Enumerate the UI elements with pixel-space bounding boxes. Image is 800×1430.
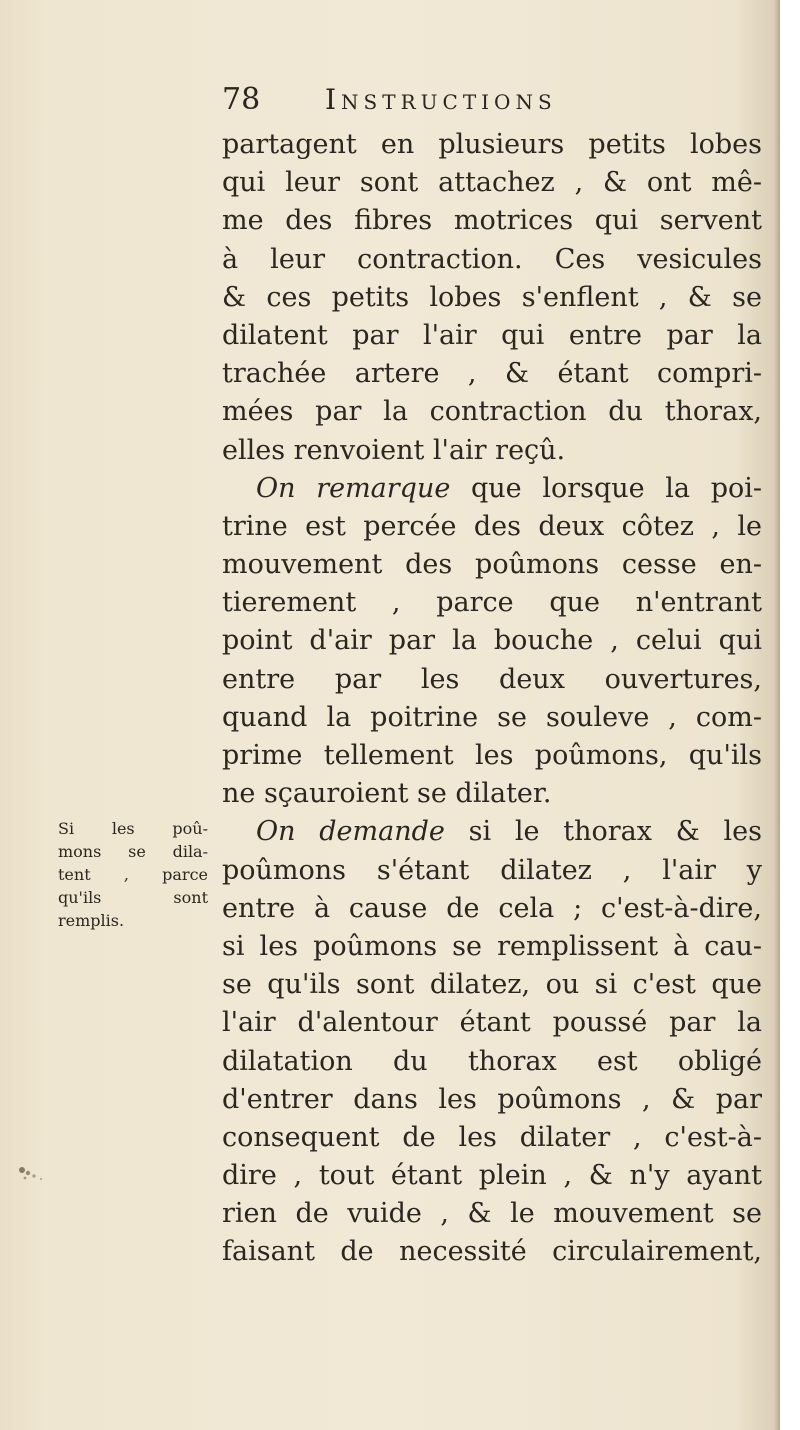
line-text: point d'air par la bouche , celui qui [222, 625, 762, 657]
margin-note-line: mons se dila- [58, 842, 208, 861]
text-line [222, 1195, 762, 1233]
text-line [222, 202, 762, 240]
line-text: se qu'ils sont dilatez, ou si c'est que [222, 969, 762, 1001]
line-text: quand la poitrine se souleve , com- [222, 701, 762, 733]
line-text: poûmons s'étant dilatez , l'air y [222, 854, 762, 886]
line-text: mées par la contraction du thorax, [222, 396, 762, 428]
text-line [222, 1081, 762, 1119]
line-text: si le thorax & les [444, 816, 762, 848]
line-text: & ces petits lobes s'enflent , & se [222, 281, 762, 313]
text-line [222, 393, 762, 431]
text-line [222, 813, 762, 851]
italic-lead: On demande [256, 816, 445, 848]
text-line [222, 164, 762, 202]
text-line [222, 317, 762, 355]
line-text: si les poûmons se remplissent à cau- [222, 930, 762, 962]
line-text: entre à cause de cela ; c'est-à-dire, [222, 892, 762, 924]
text-line [222, 355, 762, 393]
line-text: ne sçauroient se dilater. [222, 778, 552, 810]
line-text: me des fibres motrices qui servent [222, 205, 762, 237]
text-line [222, 737, 762, 775]
text-line [222, 1119, 762, 1157]
line-text: consequent de les dilater , c'est-à- [222, 1121, 762, 1153]
text-line [222, 775, 762, 813]
line-text: prime tellement les poûmons, qu'ils [222, 740, 762, 771]
line-text: que lorsque la poi- [450, 472, 762, 504]
text-line [222, 966, 762, 1004]
text-line [222, 546, 762, 584]
text-line [222, 661, 762, 699]
text-line [222, 852, 762, 890]
text-line [222, 241, 762, 279]
line-text: à leur contraction. Ces vesicules [222, 243, 762, 275]
italic-lead: On remarque [256, 472, 451, 504]
text-line [222, 890, 762, 928]
line-text: dilatent par l'air qui entre par la [222, 319, 762, 351]
margin-note-line: remplis. [58, 911, 125, 930]
margin-note-line: Si les poû- [58, 819, 208, 838]
line-text: tierement , parce que n'entrant [222, 587, 762, 619]
line-text: partagent en plusieurs petits lobes [222, 129, 762, 160]
line-text: d'entrer dans les poûmons , & par [222, 1083, 762, 1115]
line-text: trine est percée des deux côtez , le [222, 510, 762, 542]
text-line [222, 1157, 762, 1195]
line-text: elles renvoient l'air reçû. [222, 434, 566, 466]
text-line [222, 928, 762, 966]
text-line [222, 622, 762, 660]
text-line [222, 1233, 762, 1271]
text-line [222, 432, 762, 470]
line-text: entre par les deux ouvertures, [222, 663, 762, 695]
text-line [222, 279, 762, 317]
line-text: l'air d'alentour étant poussé par la [222, 1007, 762, 1039]
text-line [222, 470, 762, 508]
ink-speck-mark [14, 1160, 54, 1190]
line-text: rien de vuide , & le mouvement se [222, 1198, 762, 1230]
text-line [222, 126, 762, 164]
margin-note-line: tent , parce [58, 865, 208, 884]
text-line [222, 1043, 762, 1081]
line-text: mouvement des poûmons cesse en- [222, 549, 762, 581]
running-head: Instructions [325, 83, 557, 116]
page-header [222, 78, 762, 122]
line-text: faisant de necessité circulairement, [222, 1236, 762, 1268]
margin-note [58, 817, 208, 932]
line-text: qui leur sont attachez , & ont mê- [222, 167, 762, 199]
text-line [222, 1004, 762, 1042]
text-line [222, 508, 762, 546]
line-text: dire , tout étant plein , & n'y ayant [222, 1160, 762, 1192]
text-line [222, 699, 762, 737]
page-number: 78 [222, 82, 261, 117]
text-line [222, 584, 762, 622]
line-text: trachée artere , & étant compri- [222, 358, 762, 390]
main-text [222, 126, 762, 1272]
line-text: dilatation du thorax est obligé [222, 1045, 762, 1077]
margin-note-line: qu'ils sont [58, 888, 208, 907]
